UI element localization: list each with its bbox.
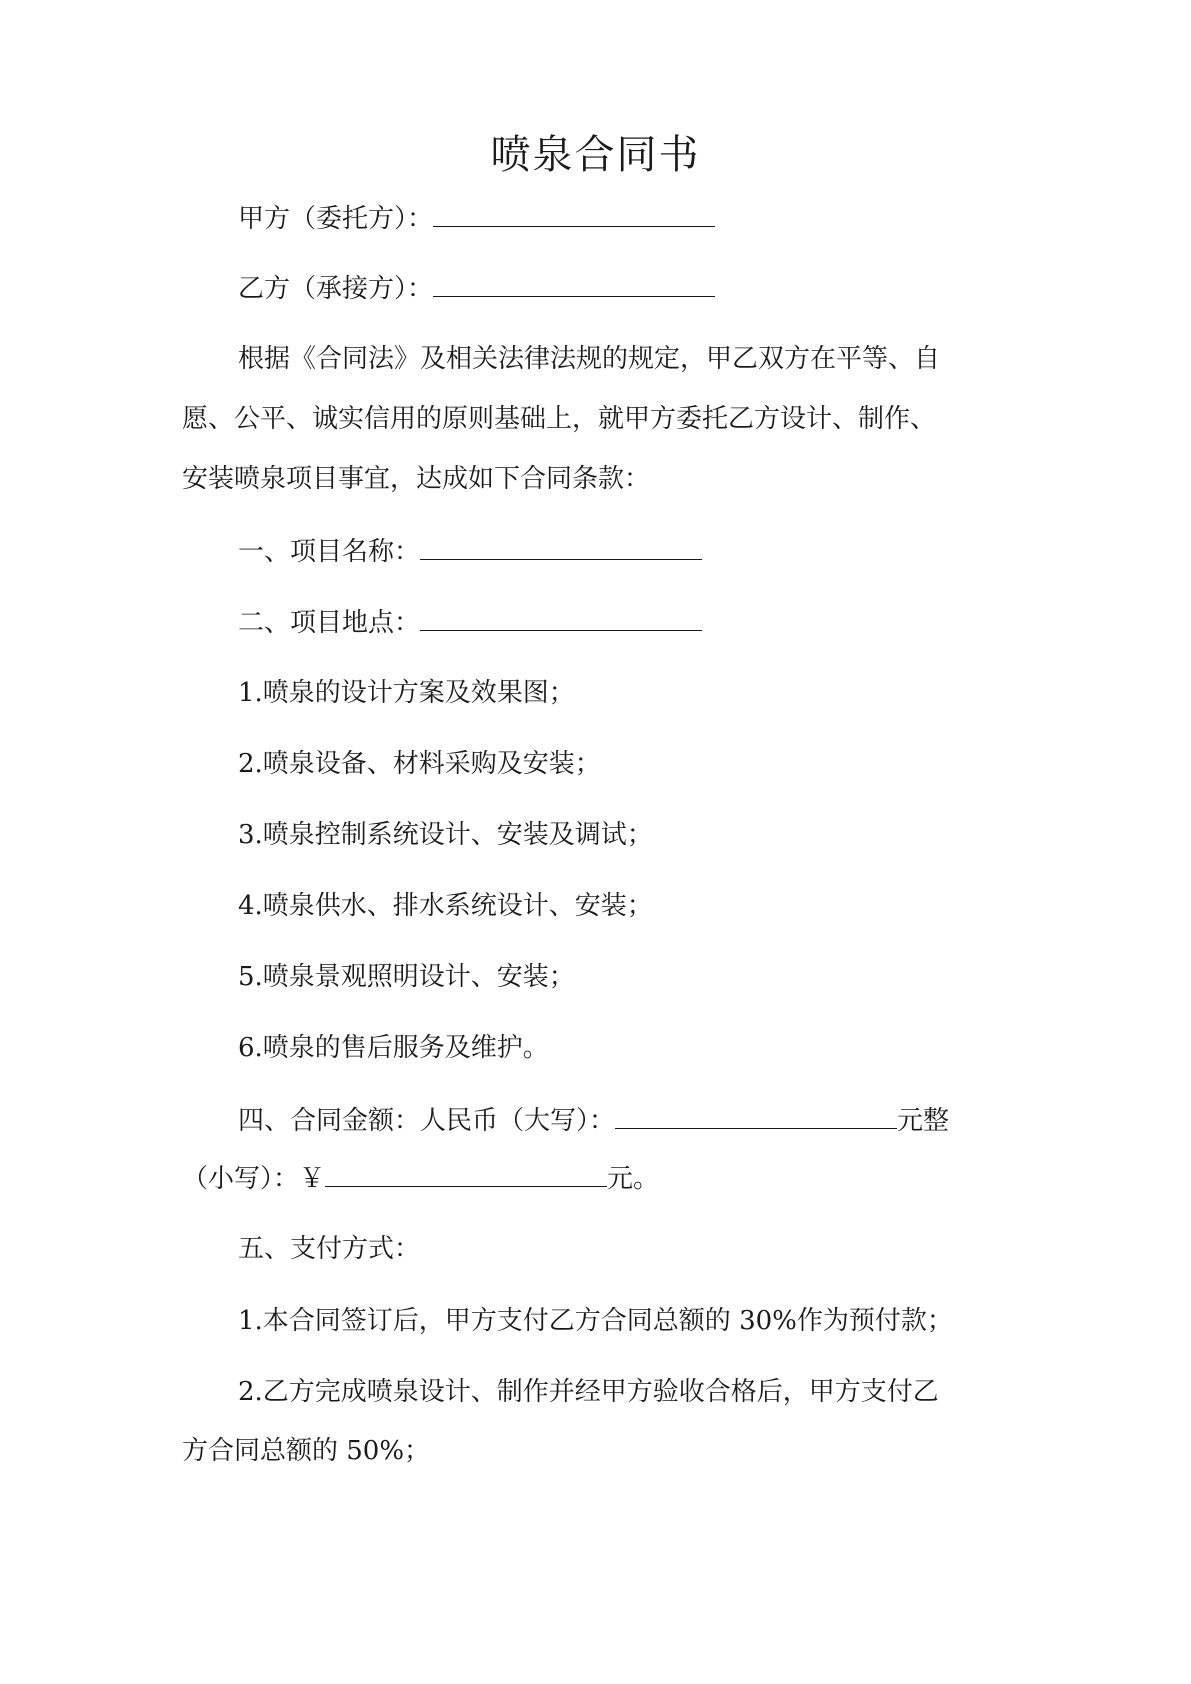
amount-words-blank[interactable]: [615, 1100, 897, 1129]
scope-item: 1.喷泉的设计方案及效果图；: [238, 678, 575, 708]
preamble-line-3: 安装喷泉项目事宜，达成如下合同条款：: [182, 464, 651, 494]
scope-item: 5.喷泉景观照明设计、安装；: [238, 962, 575, 992]
party-a-line: [238, 198, 1058, 239]
section-4-line-2: [182, 1158, 1002, 1199]
party-b-line: [238, 268, 1058, 309]
section-4-suffix-1: 元整: [897, 1106, 950, 1136]
scope-item: 6.喷泉的售后服务及维护。: [238, 1033, 549, 1063]
section-4-line2-prefix: （小写）：￥: [182, 1164, 326, 1194]
scope-item: 2.喷泉设备、材料采购及安装；: [238, 749, 601, 779]
section-1-line: [238, 531, 1058, 572]
section-2-line: [238, 602, 1058, 643]
payment-1: 1.本合同签订后，甲方支付乙方合同总额的 30%作为预付款；: [238, 1306, 953, 1336]
document-title: 喷泉合同书: [490, 132, 701, 178]
scope-item: 3.喷泉控制系统设计、安装及调试；: [238, 820, 653, 850]
section-4-suffix-2: 元。: [607, 1164, 660, 1194]
payment-2-line-1: 2.乙方完成喷泉设计、制作并经甲方验收合格后，甲方支付乙: [238, 1377, 939, 1407]
amount-figures-blank[interactable]: [325, 1158, 607, 1187]
project-name-blank[interactable]: [420, 531, 702, 560]
section-2-label: 二、项目地点：: [238, 608, 421, 638]
preamble-line-2: 愿、公平、诚实信用的原则基础上，就甲方委托乙方设计、制作、: [182, 404, 937, 434]
project-location-blank[interactable]: [420, 602, 702, 631]
section-4-label: 四、合同金额：人民币（大写）：: [238, 1106, 616, 1136]
party-b-blank[interactable]: [433, 268, 715, 297]
payment-2-line-2: 方合同总额的 50%；: [182, 1436, 431, 1466]
preamble-line-1: 根据《合同法》及相关法律法规的规定，甲乙双方在平等、自: [238, 344, 941, 374]
scope-item: 4.喷泉供水、排水系统设计、安装；: [238, 891, 653, 921]
party-b-label: 乙方（承接方）：: [238, 274, 434, 304]
party-a-label: 甲方（委托方）：: [238, 204, 434, 234]
section-1-label: 一、项目名称：: [238, 537, 421, 567]
section-4-line-1: [238, 1100, 1058, 1141]
party-a-blank[interactable]: [433, 198, 715, 227]
section-5-label: 五、支付方式：: [238, 1234, 421, 1264]
